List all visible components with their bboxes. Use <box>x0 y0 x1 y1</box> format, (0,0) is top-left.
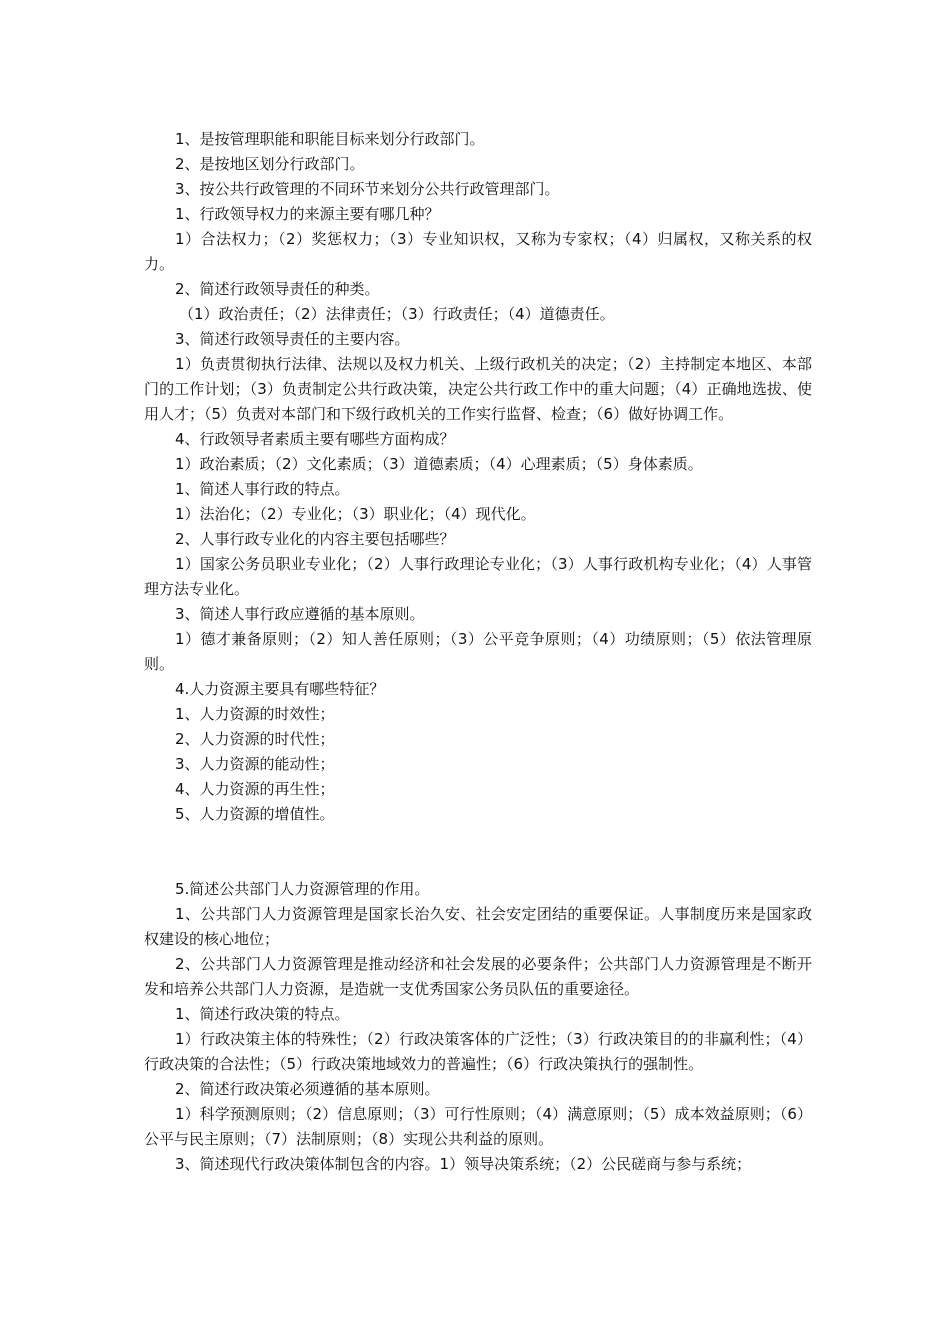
paragraph: 1、是按管理职能和职能目标来划分行政部门。 <box>175 130 485 148</box>
list-item: 5、人力资源的增值性。 <box>175 805 335 823</box>
question-heading: 2、简述行政领导责任的种类。 <box>175 280 380 298</box>
document-body <box>144 127 812 1177</box>
answer-paragraph: 1）科学预测原则；（2）信息原则；（3）可行性原则；（4）满意原则；（5）成本效益原则；（6）公平与民主原则；（7）法制原则；（8）实现公共利益的原则。 <box>144 1105 812 1148</box>
answer-paragraph: 1）负责贯彻执行法律、法规以及权力机关、上级行政机关的决定；（2）主持制定本地区、本部门的工作计划；（3）负责制定公共行政决策，决定公共行政工作中的重大问题；（4）正确地选拔、使用人才；（5）负责对本部门和下级行政机关的工作实行监督、检查；（6）做好协调工作。 <box>144 355 812 423</box>
answer-paragraph: 1）德才兼备原则；（2）知人善任原则；（3）公平竞争原则；（4）功绩原则；（5）依法管理原则。 <box>144 630 812 673</box>
paragraph: 3、按公共行政管理的不同环节来划分公共行政管理部门。 <box>175 180 560 198</box>
answer-paragraph: 1）法治化；（2）专业化；（3）职业化；（4）现代化。 <box>175 505 536 523</box>
question-heading: 4、行政领导者素质主要有哪些方面构成？ <box>175 430 455 448</box>
list-item: 1、人力资源的时效性； <box>175 705 335 723</box>
answer-paragraph: 1）政治素质；（2）文化素质；（3）道德素质；（4）心理素质；（5）身体素质。 <box>175 455 703 473</box>
answer-paragraph: 3、简述现代行政决策体制包含的内容。1）领导决策系统；（2）公民磋商与参与系统； <box>175 1155 752 1173</box>
question-heading: 1、行政领导权力的来源主要有哪几种？ <box>175 205 440 223</box>
question-heading: 4.人力资源主要具有哪些特征？ <box>175 680 385 698</box>
question-heading: 2、简述行政决策必须遵循的基本原则。 <box>175 1080 440 1098</box>
paragraph: 2、是按地区划分行政部门。 <box>175 155 365 173</box>
answer-paragraph: 1）合法权力；（2）奖惩权力；（3）专业知识权，又称为专家权；（4）归属权，又称关系的权力。 <box>144 230 812 273</box>
question-heading: 2、人事行政专业化的内容主要包括哪些？ <box>175 530 455 548</box>
answer-paragraph: 2、公共部门人力资源管理是推动经济和社会发展的必要条件；公共部门人力资源管理是不断开发和培养公共部门人力资源，是造就一支优秀国家公务员队伍的重要途径。 <box>144 955 812 998</box>
question-heading: 3、简述行政领导责任的主要内容。 <box>175 330 410 348</box>
answer-paragraph: （1）政治责任；（2）法律责任；（3）行政责任；（4）道德责任。 <box>179 305 615 323</box>
answer-paragraph: 1、公共部门人力资源管理是国家长治久安、社会安定团结的重要保证。人事制度历来是国家政权建设的核心地位； <box>144 905 812 948</box>
question-heading: 3、简述人事行政应遵循的基本原则。 <box>175 605 425 623</box>
question-heading: 5.简述公共部门人力资源管理的作用。 <box>175 880 430 898</box>
answer-paragraph: 1）行政决策主体的特殊性；（2）行政决策客体的广泛性；（3）行政决策目的的非赢利性；（4）行政决策的合法性；（5）行政决策地域效力的普遍性；（6）行政决策执行的强制性。 <box>144 1030 812 1073</box>
question-heading: 1、简述行政决策的特点。 <box>175 1005 350 1023</box>
section-gap <box>144 827 812 877</box>
list-item: 4、人力资源的再生性； <box>175 780 335 798</box>
answer-paragraph: 1）国家公务员职业专业化；（2）人事行政理论专业化；（3）人事行政机构专业化；（4）人事管理方法专业化。 <box>144 555 812 598</box>
question-heading: 1、简述人事行政的特点。 <box>175 480 350 498</box>
list-item: 2、人力资源的时代性； <box>175 730 335 748</box>
list-item: 3、人力资源的能动性； <box>175 755 335 773</box>
